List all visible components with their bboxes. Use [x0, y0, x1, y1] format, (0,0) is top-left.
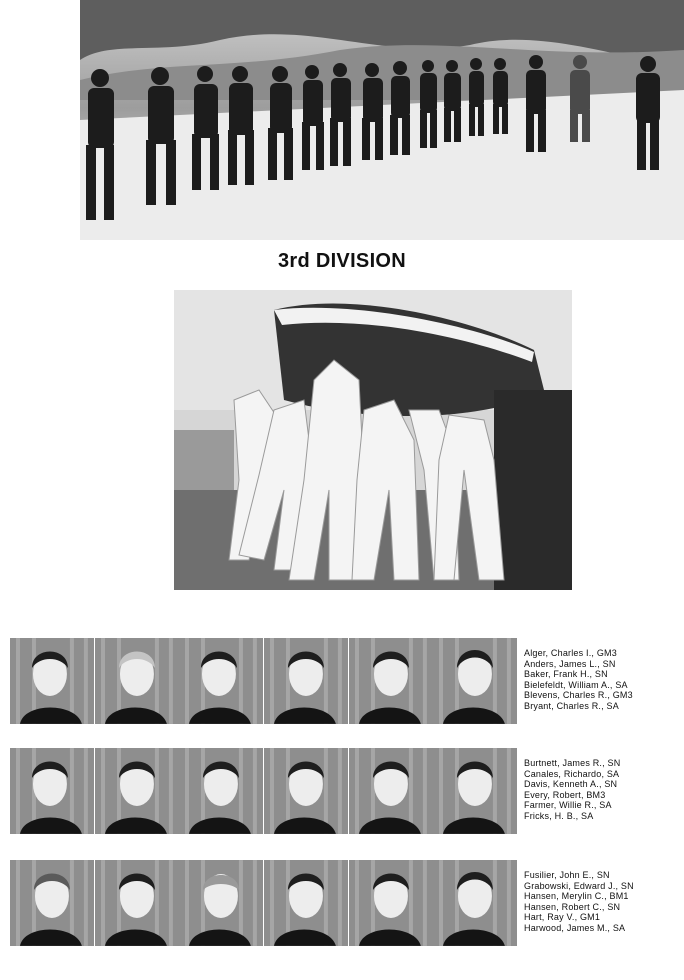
portrait-photo — [179, 748, 263, 834]
portrait-row — [10, 638, 518, 724]
name-entry: Harwood, James M., SA — [524, 922, 626, 933]
name-list — [524, 758, 684, 822]
sailors-pushing-boat-photo — [174, 290, 572, 590]
portrait-photo — [433, 860, 517, 946]
portrait-photo — [349, 638, 433, 724]
roster-group-2 — [10, 748, 674, 834]
portrait-photo — [264, 638, 348, 724]
name-entry: Every, Robert, BM3 — [524, 789, 606, 800]
portrait-photo — [264, 748, 348, 834]
marching-sailors-photo — [80, 0, 684, 240]
roster-group-1 — [10, 638, 674, 724]
portrait-row — [10, 860, 518, 946]
portrait-photo — [95, 638, 179, 724]
name-entry: Baker, Frank H., SN — [524, 669, 608, 680]
name-entry: Bielefeldt, William A., SA — [524, 679, 628, 690]
name-entry: Alger, Charles I., GM3 — [524, 648, 617, 658]
name-list — [524, 870, 684, 934]
portrait-photo — [95, 748, 179, 834]
portrait-photo — [10, 860, 94, 946]
portrait-photo — [179, 860, 263, 946]
name-entry: Anders, James L., SN — [524, 658, 616, 669]
name-entry: Hart, Ray V., GM1 — [524, 912, 601, 923]
name-entry: Fricks, H. B., SA — [524, 810, 594, 821]
portrait-photo — [433, 638, 517, 724]
portrait-photo — [179, 638, 263, 724]
portrait-photo — [433, 748, 517, 834]
portrait-photo — [10, 748, 94, 834]
name-list — [524, 648, 684, 712]
name-entry: Canales, Richardo, SA — [524, 768, 620, 779]
name-entry: Bryant, Charles R., SA — [524, 700, 619, 711]
portrait-photo — [349, 748, 433, 834]
roster-group-3 — [10, 860, 674, 946]
name-entry: Davis, Kenneth A., SN — [524, 779, 618, 790]
name-entry: Fusilier, John E., SN — [524, 870, 610, 880]
name-entry: Blevens, Charles R., GM3 — [524, 690, 633, 701]
name-entry: Farmer, Willie R., SA — [524, 800, 612, 811]
page-title: 3rd DIVISION — [277, 250, 407, 272]
portrait-row — [10, 748, 518, 834]
name-entry: Burtnett, James R., SN — [524, 758, 621, 768]
portrait-photo — [95, 860, 179, 946]
name-entry: Hansen, Robert C., SN — [524, 901, 621, 912]
name-entry: Grabowski, Edward J., SN — [524, 880, 634, 891]
portrait-photo — [10, 638, 94, 724]
portrait-photo — [349, 860, 433, 946]
portrait-photo — [264, 860, 348, 946]
name-entry: Hansen, Merylin C., BM1 — [524, 891, 629, 902]
